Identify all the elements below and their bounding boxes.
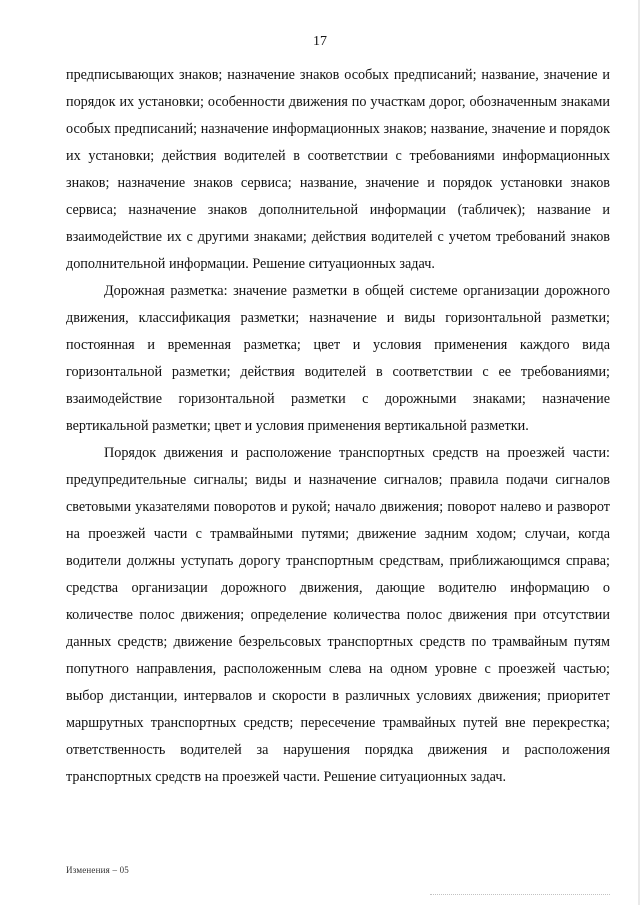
- paragraph-road-signs-continued: предписывающих знаков; назначение знаков особых предписаний; название, значение и порядок их установки; особенности движения по участкам дорог, обозначенным знаками особых предписаний; назначение информационных знаков; название, значение и порядок их установки; действия водителей в соответствии с требованиями информационных знаков; назначение знаков сервиса; название, значение и порядок установки знаков сервиса; назначение знаков дополнительной информации (табличек); название и взаимодействие их с другими знаками; действия водителей с учетом требований знаков дополнительной информации. Решение ситуационных задач.: [66, 67, 610, 272]
- paragraph-traffic-order: Порядок движения и расположение транспортных средств на проезжей части: предупредительные сигналы; виды и назначение сигналов; правила подачи сигналов световыми указателями поворотов и рукой; начало движения; поворот налево и разворот на проезжей части с трамвайными путями; движение задним ходом; случаи, когда водители должны уступать дорогу транспортным средствам, приближающимся справа; средства организации дорожного движения, дающие водителю информацию о количестве полос движения; определение количества полос движения при отсутствии данных средств; движение безрельсовых транспортных средств по трамвайным путям попутного направления, расположенным слева на одном уровне с проезжей частью; выбор дистанции, интервалов и скорости в различных условиях движения; приоритет маршрутных транспортных средств; пересечение трамвайных путей вне перекрестка; ответственность водителей за нарушения порядка движения и расположения транспортных средств на проезжей части. Решение ситуационных задач.: [66, 445, 610, 785]
- body-text: [66, 62, 610, 791]
- paragraph-road-markings: Дорожная разметка: значение разметки в общей системе организации дорожного движения, классификация разметки; назначение и виды горизонтальной разметки; постоянная и временная разметка; цвет и условия применения каждого вида горизонтальной разметки; действия водителей в соответствии с ее требованиями; взаимодействие горизонтальной разметки с дорожными знаками; назначение вертикальной разметки; цвет и условия применения вертикальной разметки.: [66, 283, 610, 434]
- page-number: 17: [313, 34, 327, 49]
- scan-artifact: [430, 894, 610, 899]
- revision-note: Изменения – 05: [66, 865, 130, 875]
